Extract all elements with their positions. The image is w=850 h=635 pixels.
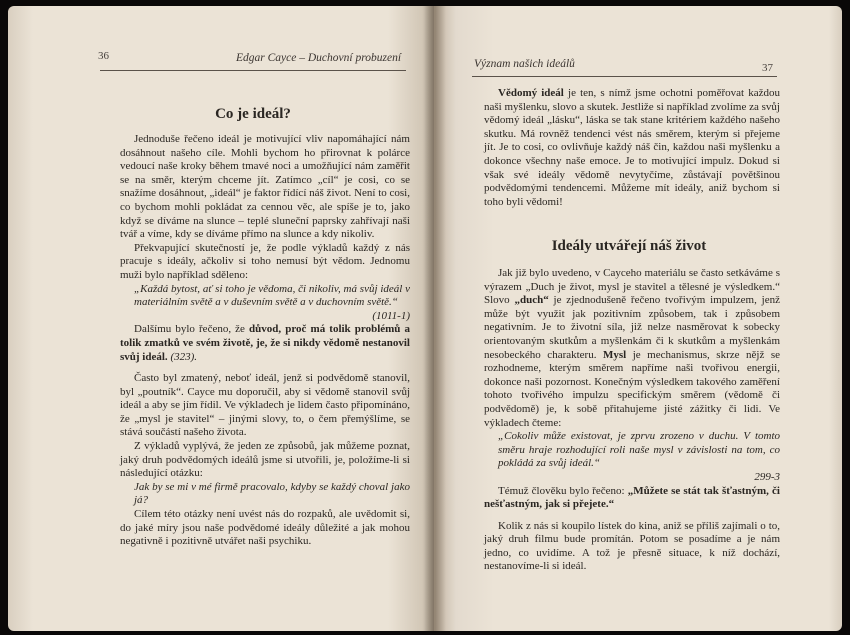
- quote-reference: (1011-1): [372, 309, 410, 322]
- running-head-right: Význam našich ideálů: [474, 58, 575, 70]
- left-page-body: [120, 133, 410, 549]
- paragraph: Kolik z nás si koupilo lístek do kina, aniž se příliš zajímali o to, jaký druh filmu bude promítán. Potom se posadíme a je nám jedno, co uvidíme. A tož je přesně situace, k níž dochází, nestanovíme-li si ideál.: [484, 519, 780, 573]
- bold-text: Vědomý ideál: [498, 87, 564, 99]
- left-page: [8, 6, 434, 631]
- quote: „Každá bytost, ať si toho je vědoma, či nikoliv, má svůj ideál v materiálním světě a v duševním světě a v duchovním světě.“: [134, 282, 410, 309]
- quote-reference: 299-3: [754, 470, 780, 483]
- reading-reference: (323).: [170, 350, 198, 363]
- right-page: [434, 6, 842, 631]
- paragraph: Často byl zmatený, neboť ideál, jenž si podvědomě stanovil, byl „poutník“. Cayce mu doporučil, aby si vědomě stanovil svůj ideál a aby se jím řídil. Ve výkladech je lidem často připomínáno, že „mysl je stavitel“ – jinými slovy, to, o čem přemýšlíme, se stává součástí našeho života.: [120, 372, 410, 439]
- quote: Jak by se mi v mé firmě pracovalo, kdyby se každý choval jako já?: [134, 480, 410, 507]
- book-gutter: [424, 6, 446, 631]
- bold-text: důvod, proč má tolik problémů a tolik zmatků ve svém životě, je, že si nikdy vědomě nestanovil svůj ideál.: [120, 323, 411, 363]
- running-head-left: Edgar Cayce – Duchovní probuzení: [236, 52, 402, 64]
- book-spread: [8, 6, 842, 631]
- section-heading-right: Ideály utvářejí náš život: [551, 238, 707, 254]
- header-rule-left: [100, 70, 406, 71]
- paragraph: Vědomý ideál je ten, s nímž jsme ochotni poměřovat každou naši myšlenku, slovo a skutek. Jestliže si například zvolíme za svůj vědomý ideál „lásku“, láska se tak stane kritériem každého našeho skutku. Má rovněž tendenci vést nás směrem, kterým si přejeme jít. Je to cosi, co ovlivňuje každý náš čin, každou naši myšlenku a dokonce všechny naše emoce. Je to motivující impulz. Dokud si však své ideály vědomě nevytyčíme, zůstávají povětšinou podvědomými tendencemi. Můžeme mít ideály, aniž bychom si toho byli vědomi!: [484, 87, 780, 208]
- paragraph: Dalšímu bylo řečeno, že důvod, proč má tolik problémů a tolik zmatků ve svém životě, je, že si nikdy vědomě nestanovil svůj ideál. (323).: [120, 323, 411, 363]
- page-number-left: 36: [98, 50, 109, 62]
- section-heading-left: Co je ideál?: [215, 106, 291, 122]
- right-page-body: [484, 267, 780, 574]
- paragraph: Cílem této otázky není uvést nás do rozpaků, ale uvědomit si, do jaké míry jsou naše podvědomé ideály důležité a jak mohou negativně i pozitivně utvářet naši psychiku.: [120, 508, 410, 548]
- quote: „Cokoliv může existovat, je zprvu zrozeno v duchu. V tomto směru hraje rozhodující roli naše mysl v závislosti na tom, co pokládá za svůj ideál.“: [498, 430, 780, 470]
- paragraph: Překvapující skutečností je, že podle výkladů každý z nás pracuje s ideály, ačkoliv si toho nemusí být vědom. Jednomu muži bylo například sděleno:: [120, 241, 410, 281]
- page-number-right: 37: [762, 62, 773, 74]
- paragraph: Z výkladů vyplývá, že jeden ze způsobů, jak můžeme poznat, jaký druh podvědomých ideálů jsme si utvořili, je, položíme-li si následující otázku:: [120, 440, 410, 480]
- header-rule-right: [472, 76, 777, 77]
- right-page-intro: [484, 87, 780, 209]
- bold-text: „Můžete se stát tak šťastným, či nešťastným, jak si přejete.“: [484, 484, 780, 511]
- paragraph: Jak již bylo uvedeno, v Cayceho materiálu se často setkáváme s výrazem „Duch je život, mysl je stavitel a tělesné je výsledkem.“ Slovo „duch“ je zjednodušeně řečeno tvořivým impulzem, jenž může být využit jak pozitivním způsobem, tak i způsobem negativním. Je to životní síla, již nelze nasměrovat k sobecky orientovaným skutkům a myšlenkám či k skutkům a myšlenkám nesobeckého charakteru. Mysl je mechanismus, skrze nějž se rozhodneme, kterým směrem napříme naši tvořivou energii, dokonce naši pozornost. Konečným výsledkem takového zaměření tohoto tvořivého impulzu specifickým směrem (vědomě či podvědomě) je, k sobě přitahujeme jisté zážitky či lidi. Ve výkladech čteme:: [484, 267, 780, 429]
- paragraph: Jednoduše řečeno ideál je motivující vliv napomáhající nám dosáhnout našeho cíle. Mohli bychom ho přirovnat k polárce vedoucí naše kroky během tmavé noci a umožňující nám zaměřit se na směr, kterým chceme jít. Zatímco „cíl“ je cosi, co se snažíme dosáhnout, „ideál“ je faktor řídící náš život. Není to cosi, co bychom mohli pokládat za cennou věc, ale spíše je to, jako když se díváme na slunce – teplé sluneční paprsky zahřívají naši tvář a víme, kdy se díváme přímo na slunce a kdy nikoliv.: [120, 133, 410, 241]
- paragraph: Témuž člověku bylo řečeno: „Můžete se stát tak šťastným, či nešťastným, jak si přejete.“: [484, 484, 780, 511]
